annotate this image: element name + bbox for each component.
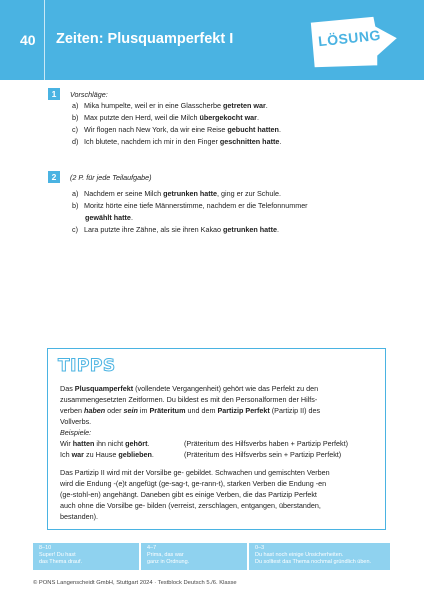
badge-text: LÖSUNG xyxy=(317,26,382,50)
task-1-number: 1 xyxy=(48,88,60,100)
task-2-item-b-cont: gewählt hatte. xyxy=(85,213,133,222)
tips-example-2-left: Ich war zu Hause geblieben. xyxy=(60,450,154,459)
task-1-item-b: b) Max putzte den Herd, weil die Milch übergekocht war. xyxy=(72,113,259,122)
tips-p2-line-4: auch ohne die Vorsilbe ge- bilden (verreist, zerschlagen, entgangen, überstanden, xyxy=(60,501,321,510)
header-divider xyxy=(44,0,45,80)
tips-examples-label: Beispiele: xyxy=(60,428,92,437)
score-bar xyxy=(33,543,390,570)
tips-line-3: verben haben oder sein im Präteritum und dem Partizip Perfekt (Partizip II) des xyxy=(60,406,321,415)
page-number: 40 xyxy=(20,32,36,48)
score-cell-low: 0–3 Du hast noch einige Unsicherheiten. Du solltest das Thema nochmal gründlich üben. xyxy=(249,543,390,570)
task-1-item-d: d) Ich blutete, nachdem ich mir in den Finger geschnitten hatte. xyxy=(72,137,282,146)
tips-line-4: Vollverbs. xyxy=(60,417,92,426)
tips-p2-line-3: (ge-stohl-en) angehängt. Daneben gibt es einige Verben, die das Partizip Perfekt xyxy=(60,490,317,499)
tips-p2-line-5: bestanden). xyxy=(60,512,98,521)
tips-p2-line-1: Das Partizip II wird mit der Vorsilbe ge- gebildet. Schwachen und gemischten Verben xyxy=(60,468,330,477)
task-2-item-a: a) Nachdem er seine Milch getrunken hatte, ging er zur Schule. xyxy=(72,189,281,198)
task-2-intro: (2 P. für jede Teilaufgabe) xyxy=(70,173,152,182)
task-1-item-c: c) Wir flogen nach New York, da wir eine Reise gebucht hatten. xyxy=(72,125,281,134)
task-1-intro: Vorschläge: xyxy=(70,90,108,99)
task-2-item-c: c) Lara putzte ihre Zähne, als sie ihren Kakao getrunken hatte. xyxy=(72,225,279,234)
score-cell-high: 8–10 Super! Du hast das Thema drauf. xyxy=(33,543,139,570)
tips-example-1-right: (Präteritum des Hilfsverbs haben + Partizip Perfekt) xyxy=(184,439,348,448)
tips-p2-line-2: wird die Endung -(e)t angefügt (ge-sag-t, ge-rann-t), starken Verben die Endung -en xyxy=(60,479,327,488)
tips-line-2: zusammengesetzten Zeitformen. Du bildest es mit den Personalformen der Hilfs- xyxy=(60,395,318,404)
tips-title: TIPPS xyxy=(58,356,116,376)
page-title: Zeiten: Plusquamperfekt I xyxy=(56,31,234,47)
task-2-number: 2 xyxy=(48,171,60,183)
tips-line-1: Das Plusquamperfekt (vollendete Vergangenheit) gehört wie das Perfekt zu den xyxy=(60,384,319,393)
score-cell-mid: 4–7 Prima, das war ganz in Ordnung. xyxy=(141,543,247,570)
task-1-item-a: a) Mika humpelte, weil er in eine Glasscherbe getreten war. xyxy=(72,101,268,110)
footer-copyright: © PONS Langenscheidt GmbH, Stuttgart 2024 · Testblock Deutsch 5./6. Klasse xyxy=(33,580,237,586)
task-2-item-b: b) Moritz hörte eine tiefe Männerstimme, nachdem er die Telefonnummer xyxy=(72,201,308,210)
tips-example-2-right: (Präteritum des Hilfsverbs sein + Partizip Perfekt) xyxy=(184,450,342,459)
tips-example-1-left: Wir hatten ihn nicht gehört. xyxy=(60,439,150,448)
